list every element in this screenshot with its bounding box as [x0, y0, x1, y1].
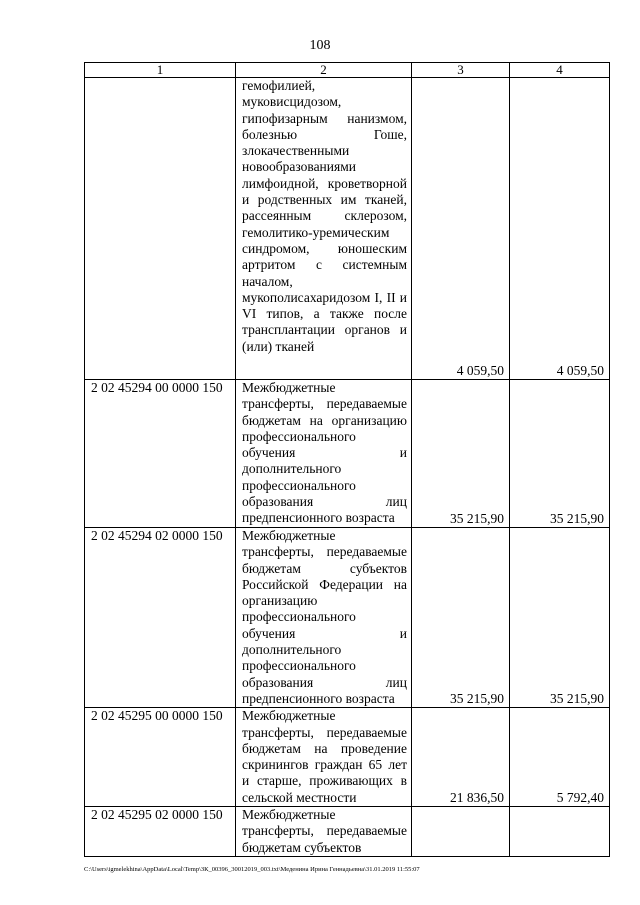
column-header: 3	[412, 63, 510, 78]
column-header: 1	[85, 63, 236, 78]
amount-cell-col4: 4 059,50	[510, 78, 610, 380]
description-text: Межбюджетные трансферты, передаваемые бюджетам субъектов Российской Федерации на организацию профессионального обучения и дополнительного профессионального образования лиц предпенсионного возраста	[242, 528, 407, 706]
amount-cell-col3: 21 836,50	[412, 708, 510, 807]
amount-cell-col4: 35 215,90	[510, 528, 610, 708]
description-text: Межбюджетные трансферты, передаваемые бюджетам на организацию профессионального обучения и дополнительного профессионального образования лиц предпенсионного возраста	[242, 380, 407, 526]
description-cell	[236, 78, 412, 380]
table-header-row	[85, 63, 610, 78]
table-row	[85, 807, 610, 857]
description-text: Межбюджетные трансферты, передаваемые бюджетам на проведение скринингов граждан 65 лет и старше, проживающих в сельской местности	[242, 708, 407, 805]
column-header: 2	[236, 63, 412, 78]
column-header: 4	[510, 63, 610, 78]
budget-code-cell: 2 02 45294 00 0000 150	[85, 380, 236, 528]
description-cell	[236, 380, 412, 528]
table-row	[85, 708, 610, 807]
budget-code-cell: 2 02 45294 02 0000 150	[85, 528, 236, 708]
amount-cell-col4: 35 215,90	[510, 380, 610, 528]
amount-cell-col4: 5 792,40	[510, 708, 610, 807]
table-row	[85, 380, 610, 528]
description-cell	[236, 807, 412, 857]
budget-table	[84, 62, 610, 857]
amount-cell-col4	[510, 807, 610, 857]
amount-cell-col3: 4 059,50	[412, 78, 510, 380]
budget-code-cell: 2 02 45295 02 0000 150	[85, 807, 236, 857]
amount-cell-col3: 35 215,90	[412, 380, 510, 528]
description-text: Межбюджетные трансферты, передаваемые бюджетам субъектов	[242, 807, 407, 855]
file-path-footer: C:\Users\igmelekhina\AppData\Local\Temp\ЗК_00396_30012019_003.txt\Меденина Ирина Геннадьевна\31.01.2019 11:55:07	[84, 866, 420, 873]
page-number: 108	[309, 38, 331, 53]
budget-code-cell: 2 02 45295 00 0000 150	[85, 708, 236, 807]
amount-cell-col3: 35 215,90	[412, 528, 510, 708]
description-cell	[236, 528, 412, 708]
amount-cell-col3	[412, 807, 510, 857]
budget-code-cell	[85, 78, 236, 380]
description-cell	[236, 708, 412, 807]
table-row	[85, 78, 610, 380]
description-text: гемофилией, муковисцидозом, гипофизарным нанизмом, болезнью Гоше, злокачественными новообразованиями лимфоидной, кроветворной и родственных им тканей, рассеянным склерозом, гемолитико-уремическим синдромом, юношеским артритом с системным началом, мукополисахаридозом I, II и VI типов, а также после трансплантации органов и (или) тканей	[242, 78, 407, 354]
table-row	[85, 528, 610, 708]
